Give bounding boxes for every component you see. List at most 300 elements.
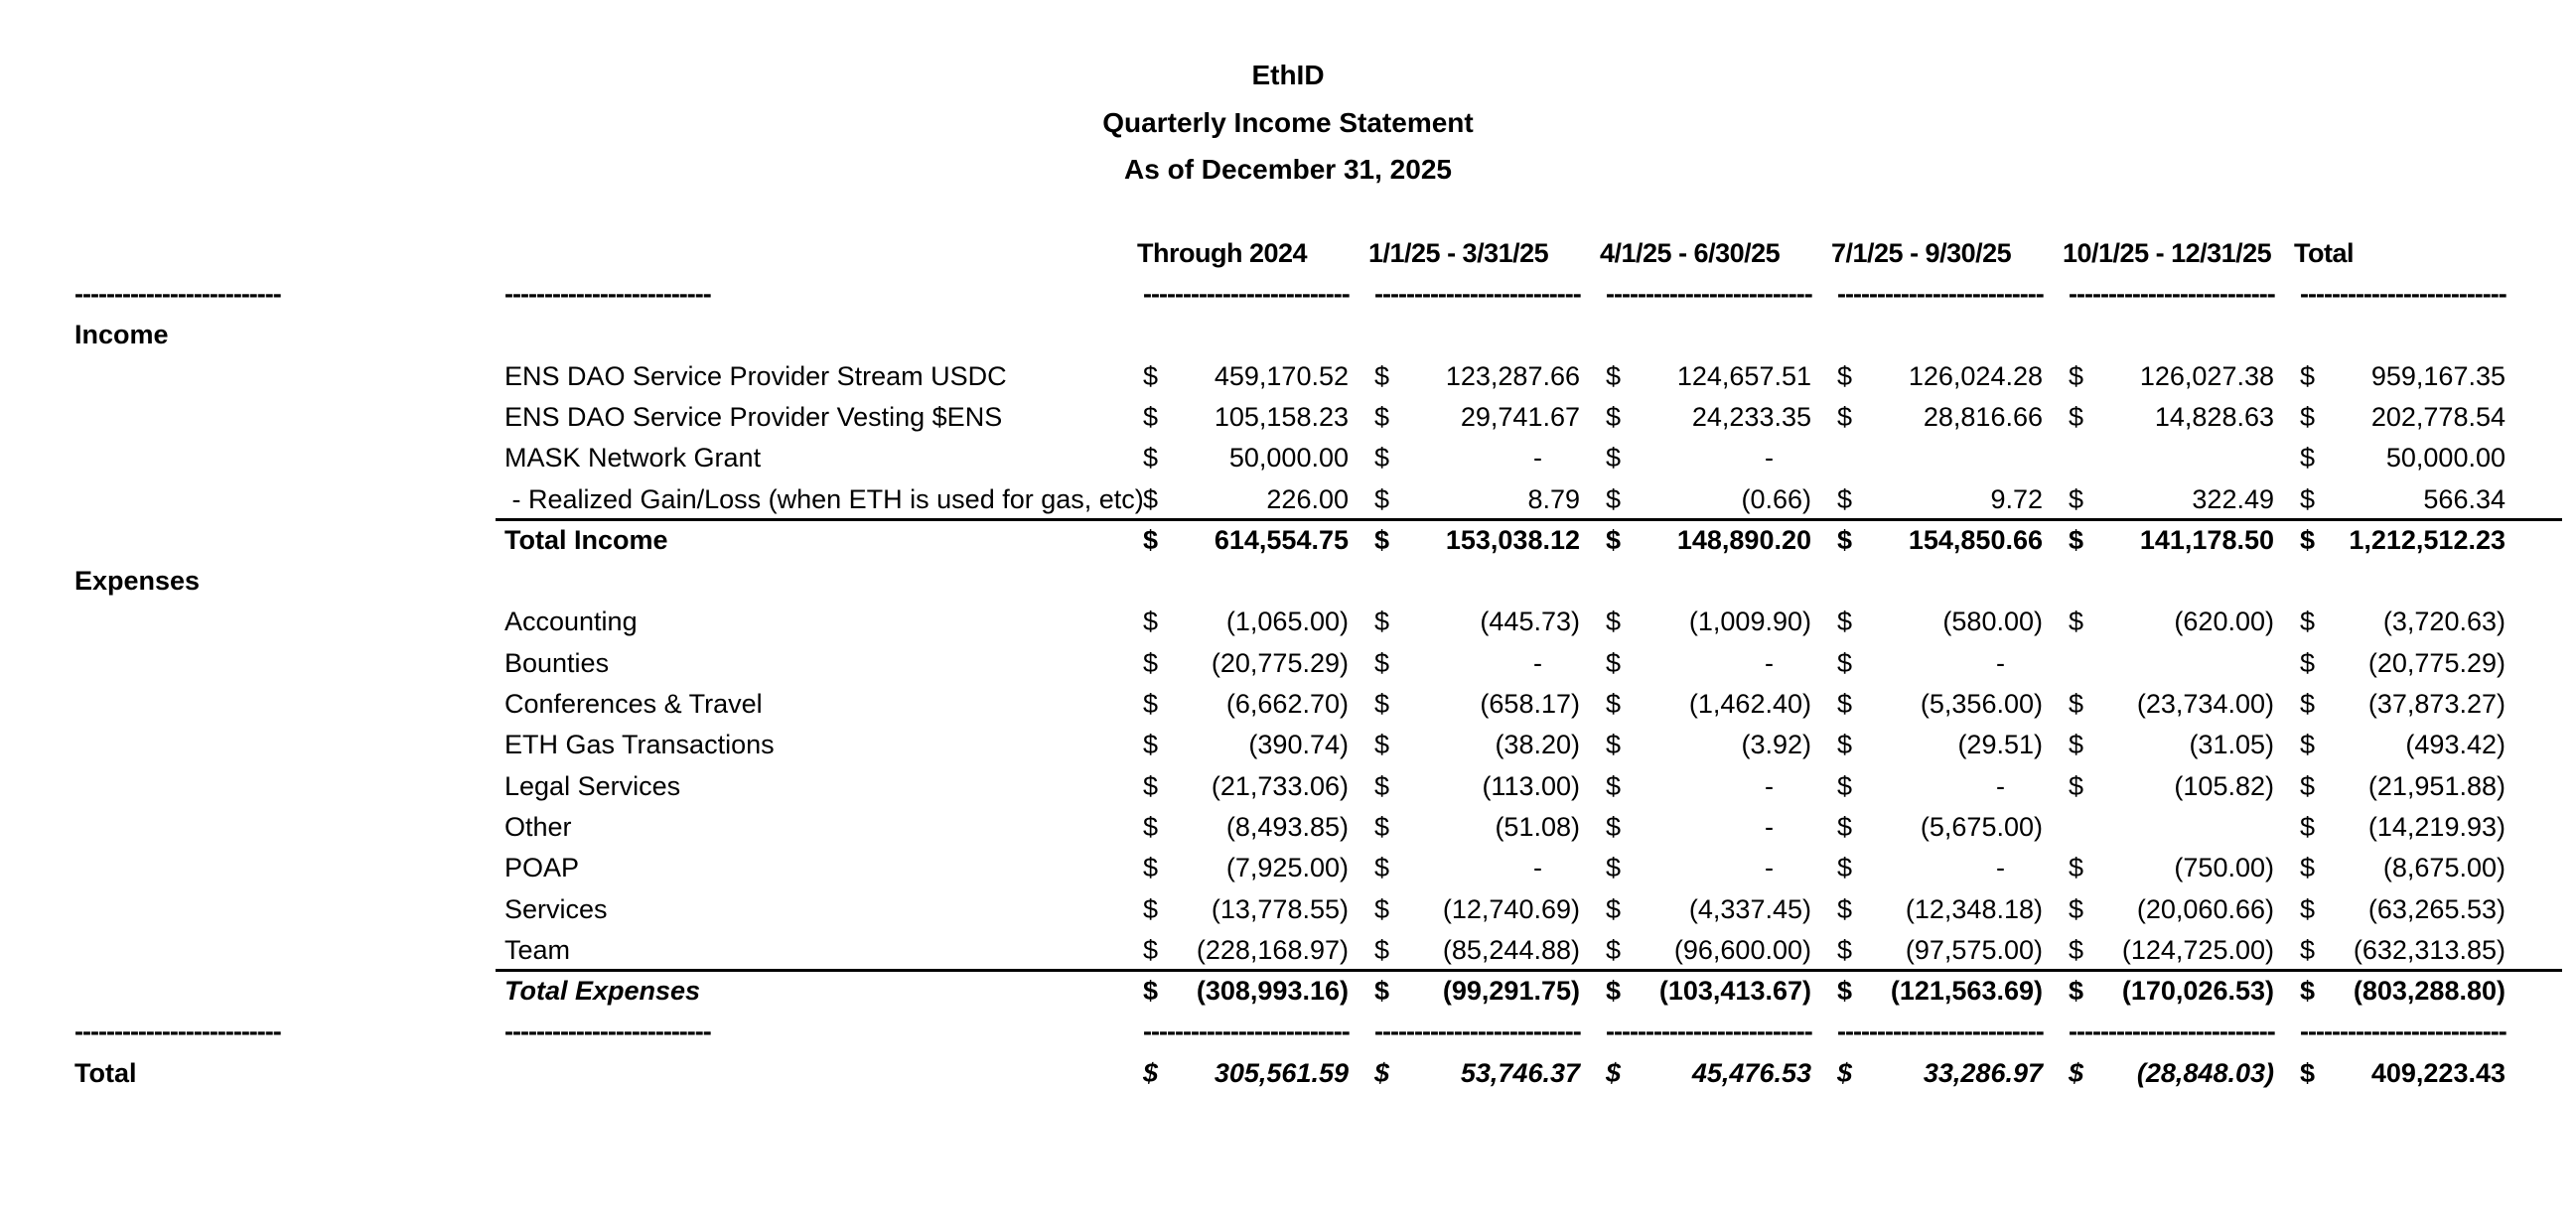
amount-value: (99,291.75) — [1442, 976, 1580, 1007]
dollar-sign: $ — [1143, 1057, 1159, 1088]
amount-value: (103,413.67) — [1658, 976, 1811, 1007]
header-spacer-item — [504, 233, 1137, 274]
section-label: Total — [74, 1057, 137, 1088]
amount-cell — [1137, 643, 1368, 684]
dollar-sign: $ — [2069, 934, 2084, 965]
amount-cell — [1137, 684, 1368, 725]
amount-cell — [1368, 602, 1600, 642]
section-label — [74, 971, 504, 1012]
dollar-sign: $ — [1606, 689, 1622, 720]
table-row-total — [74, 520, 2576, 561]
amount-value: - — [1765, 443, 1774, 474]
dollar-sign: $ — [1606, 1057, 1622, 1088]
dollar-sign: $ — [1606, 811, 1622, 842]
amount-value: 153,038.12 — [1445, 524, 1580, 555]
amount-cell — [1831, 725, 2063, 765]
amount-cell — [1137, 356, 1368, 397]
section-label — [74, 643, 504, 684]
dollar-sign: $ — [1374, 360, 1390, 391]
dollar-sign: $ — [2300, 893, 2316, 924]
dollar-sign: $ — [1143, 893, 1159, 924]
amount-value: 24,233.35 — [1691, 401, 1811, 432]
dollar-sign: $ — [2300, 976, 2316, 1007]
amount-value: 148,890.20 — [1676, 524, 1811, 555]
amount-cell — [2063, 479, 2294, 520]
amount-value: 322.49 — [2192, 483, 2274, 514]
table-row-item — [74, 397, 2576, 438]
dollar-sign: $ — [1374, 647, 1390, 678]
section-label — [74, 438, 504, 478]
dollar-sign: $ — [1606, 443, 1622, 474]
dollar-sign: $ — [1143, 730, 1159, 760]
amount-cell — [2063, 766, 2294, 807]
amount-value: (85,244.88) — [1442, 934, 1580, 965]
column-header-q3-2025: 7/1/25 - 9/30/25 — [1831, 237, 2012, 268]
amount-cell — [2063, 725, 2294, 765]
dollar-sign: $ — [1837, 607, 1853, 637]
amount-cell — [1600, 561, 1831, 602]
amount-cell — [1368, 438, 1600, 478]
amount-value: (493.42) — [2405, 730, 2505, 760]
amount-value: (51.08) — [1495, 811, 1580, 842]
dollar-sign: $ — [1143, 401, 1159, 432]
table-body — [74, 274, 2576, 1094]
amount-value: - — [1533, 443, 1542, 474]
amount-cell — [2294, 684, 2525, 725]
table-row-item — [74, 356, 2576, 397]
amount-cell — [1831, 971, 2063, 1012]
amount-value: 409,223.43 — [2370, 1057, 2505, 1088]
item-label: POAP — [504, 853, 580, 883]
item-label: MASK Network Grant — [504, 443, 762, 474]
dash-separator: -------------------------- — [2300, 279, 2506, 310]
amount-cell — [2063, 561, 2294, 602]
amount-cell — [2063, 684, 2294, 725]
amount-value: (38.20) — [1495, 730, 1580, 760]
amount-cell — [1368, 848, 1600, 888]
dollar-sign: $ — [2069, 976, 2084, 1007]
amount-cell — [1368, 520, 1600, 561]
dollar-sign: $ — [2300, 934, 2316, 965]
amount-cell — [1137, 889, 1368, 930]
amount-value: (13,778.55) — [1211, 893, 1349, 924]
amount-value: (308,993.16) — [1196, 976, 1349, 1007]
dash-separator: -------------------------- — [1374, 279, 1581, 310]
amount-value: 1,212,512.23 — [2349, 524, 2505, 555]
section-label: Expenses — [74, 566, 201, 597]
dollar-sign: $ — [1837, 770, 1853, 801]
amount-cell — [2294, 1053, 2525, 1094]
report-subtitle: Quarterly Income Statement — [1102, 106, 1474, 138]
amount-cell — [1600, 1053, 1831, 1094]
amount-cell — [1368, 684, 1600, 725]
amount-value: (20,775.29) — [1211, 647, 1349, 678]
table-row-item — [74, 848, 2576, 888]
amount-value: 154,850.66 — [1908, 524, 2043, 555]
item-label: - Realized Gain/Loss (when ETH is used for gas, etc) — [504, 483, 1144, 514]
amount-cell — [1368, 766, 1600, 807]
dash-separator: -------------------------- — [1606, 279, 1812, 310]
amount-cell — [2063, 971, 2294, 1012]
dash-separator: -------------------------- — [2069, 279, 2275, 310]
dollar-sign: $ — [1837, 976, 1853, 1007]
dollar-sign: $ — [1606, 853, 1622, 883]
amount-value: 33,286.97 — [1923, 1057, 2043, 1088]
report-title-block — [0, 52, 2576, 194]
amount-cell — [1137, 561, 1368, 602]
dollar-sign: $ — [1837, 811, 1853, 842]
amount-value: 53,746.37 — [1460, 1057, 1580, 1088]
dollar-sign: $ — [1374, 770, 1390, 801]
amount-value: - — [1996, 770, 2005, 801]
amount-cell — [1600, 356, 1831, 397]
amount-cell — [1368, 561, 1600, 602]
dollar-sign: $ — [2069, 770, 2084, 801]
amount-value: 50,000.00 — [2385, 443, 2505, 474]
dollar-sign: $ — [1374, 443, 1390, 474]
dollar-sign: $ — [1837, 730, 1853, 760]
item-label: Conferences & Travel — [504, 689, 763, 720]
amount-cell — [1368, 725, 1600, 765]
amount-value: (620.00) — [2174, 607, 2274, 637]
dollar-sign: $ — [1143, 647, 1159, 678]
amount-cell — [1831, 643, 2063, 684]
amount-cell — [1137, 725, 1368, 765]
table-row-grand — [74, 1053, 2576, 1094]
amount-cell — [2294, 848, 2525, 888]
amount-value: (658.17) — [1480, 689, 1580, 720]
amount-value: (1,065.00) — [1225, 607, 1349, 637]
amount-cell — [2063, 848, 2294, 888]
amount-value: 305,561.59 — [1214, 1057, 1349, 1088]
amount-value: - — [1765, 811, 1774, 842]
dash-separator: -------------------------- — [1837, 1016, 2044, 1047]
amount-cell — [1137, 807, 1368, 848]
amount-cell — [1600, 725, 1831, 765]
amount-cell — [1831, 356, 2063, 397]
dollar-sign: $ — [2300, 853, 2316, 883]
dollar-sign: $ — [1606, 770, 1622, 801]
amount-cell — [2063, 397, 2294, 438]
amount-value: (105.82) — [2174, 770, 2274, 801]
dollar-sign: $ — [2069, 1057, 2084, 1088]
dollar-sign: $ — [1374, 483, 1390, 514]
amount-cell — [2063, 930, 2294, 971]
amount-cell — [1831, 479, 2063, 520]
dollar-sign: $ — [1606, 934, 1622, 965]
item-label: ENS DAO Service Provider Stream USDC — [504, 360, 1007, 391]
amount-value: (8,493.85) — [1225, 811, 1349, 842]
amount-value: (170,026.53) — [2121, 976, 2274, 1007]
item-label: Total Expenses — [504, 976, 701, 1007]
table-row-item — [74, 766, 2576, 807]
amount-cell — [2063, 1053, 2294, 1094]
amount-cell — [2063, 602, 2294, 642]
dollar-sign: $ — [1606, 730, 1622, 760]
amount-value: - — [1765, 770, 1774, 801]
section-label — [74, 889, 504, 930]
amount-value: (121,563.69) — [1890, 976, 2043, 1007]
dollar-sign: $ — [1606, 893, 1622, 924]
amount-cell — [1137, 438, 1368, 478]
dollar-sign: $ — [1374, 1057, 1390, 1088]
dollar-sign: $ — [2300, 524, 2316, 555]
amount-value: - — [1533, 647, 1542, 678]
dash-separator: -------------------------- — [1143, 279, 1350, 310]
amount-cell — [1600, 438, 1831, 478]
amount-value: 9.72 — [1990, 483, 2043, 514]
amount-cell — [1137, 315, 1368, 355]
amount-cell — [1137, 848, 1368, 888]
amount-cell — [1368, 315, 1600, 355]
dash-separator: -------------------------- — [2300, 1016, 2506, 1047]
section-label — [74, 520, 504, 561]
amount-cell — [1831, 315, 2063, 355]
amount-value: (390.74) — [1248, 730, 1349, 760]
amount-value: 566.34 — [2423, 483, 2505, 514]
amount-cell — [1600, 602, 1831, 642]
dollar-sign: $ — [1837, 934, 1853, 965]
amount-cell — [1831, 561, 2063, 602]
dollar-sign: $ — [1374, 524, 1390, 555]
amount-value: (7,925.00) — [1225, 853, 1349, 883]
dollar-sign: $ — [1374, 607, 1390, 637]
dollar-sign: $ — [1143, 853, 1159, 883]
dash-separator: -------------------------- — [74, 279, 281, 310]
amount-cell — [2063, 520, 2294, 561]
amount-cell — [2063, 643, 2294, 684]
dollar-sign: $ — [1143, 976, 1159, 1007]
amount-value: 126,024.28 — [1908, 360, 2043, 391]
section-label — [74, 356, 504, 397]
dollar-sign: $ — [1606, 647, 1622, 678]
amount-value: 28,816.66 — [1923, 401, 2043, 432]
dollar-sign: $ — [2300, 360, 2316, 391]
amount-cell — [2294, 315, 2525, 355]
dollar-sign: $ — [1606, 360, 1622, 391]
amount-value: (632,313.85) — [2353, 934, 2505, 965]
amount-cell — [1137, 602, 1368, 642]
dollar-sign: $ — [2300, 443, 2316, 474]
dollar-sign: $ — [2300, 770, 2316, 801]
item-label — [504, 561, 1137, 602]
dollar-sign: $ — [2300, 647, 2316, 678]
dollar-sign: $ — [2069, 607, 2084, 637]
amount-cell — [1600, 848, 1831, 888]
table-header-row — [74, 233, 2576, 274]
dollar-sign: $ — [2300, 607, 2316, 637]
amount-cell — [2294, 561, 2525, 602]
amount-cell — [1831, 766, 2063, 807]
item-label: Legal Services — [504, 770, 681, 801]
amount-cell — [2294, 725, 2525, 765]
section-label — [74, 725, 504, 765]
section-label — [74, 848, 504, 888]
table-row-item — [74, 438, 2576, 478]
item-label: ETH Gas Transactions — [504, 730, 775, 760]
item-label: Services — [504, 893, 608, 924]
dollar-sign: $ — [1143, 360, 1159, 391]
item-label: ENS DAO Service Provider Vesting $ENS — [504, 401, 1003, 432]
table-row-item — [74, 930, 2576, 971]
amount-cell — [1831, 848, 2063, 888]
amount-value: (0.66) — [1741, 483, 1811, 514]
amount-cell — [2294, 356, 2525, 397]
amount-cell — [2063, 315, 2294, 355]
dollar-sign: $ — [1837, 401, 1853, 432]
amount-value: (4,337.45) — [1688, 893, 1811, 924]
section-label: Income — [74, 320, 169, 350]
amount-value: - — [1533, 853, 1542, 883]
amount-value: (113.00) — [1482, 770, 1580, 801]
column-header-q1-2025: 1/1/25 - 3/31/25 — [1368, 237, 1549, 268]
dollar-sign: $ — [1837, 689, 1853, 720]
amount-cell — [1137, 1053, 1368, 1094]
dash-separator: -------------------------- — [1374, 1016, 1581, 1047]
amount-cell — [1368, 479, 1600, 520]
dash-separator: -------------------------- — [504, 279, 711, 310]
amount-value: 29,741.67 — [1460, 401, 1580, 432]
amount-value: (5,356.00) — [1920, 689, 2043, 720]
amount-value: 8.79 — [1527, 483, 1580, 514]
table-row-dash — [74, 1012, 2576, 1052]
amount-value: (1,009.90) — [1688, 607, 1811, 637]
amount-value: (97,575.00) — [1905, 934, 2043, 965]
amount-cell — [1600, 479, 1831, 520]
amount-value: (21,951.88) — [2367, 770, 2505, 801]
amount-cell — [1600, 889, 1831, 930]
dollar-sign: $ — [1143, 811, 1159, 842]
amount-cell — [1600, 397, 1831, 438]
dollar-sign: $ — [2300, 689, 2316, 720]
amount-cell — [1368, 971, 1600, 1012]
amount-cell — [1600, 643, 1831, 684]
amount-cell — [2063, 807, 2294, 848]
amount-cell — [1831, 520, 2063, 561]
dollar-sign: $ — [1837, 483, 1853, 514]
dollar-sign: $ — [2069, 893, 2084, 924]
amount-cell — [2294, 971, 2525, 1012]
table-row-section — [74, 561, 2576, 602]
amount-value: 226.00 — [1266, 483, 1349, 514]
amount-value: (14,219.93) — [2367, 811, 2505, 842]
column-header-q4-2025: 10/1/25 - 12/31/25 — [2063, 237, 2272, 268]
dollar-sign: $ — [1374, 689, 1390, 720]
column-header-q2-2025: 4/1/25 - 6/30/25 — [1600, 237, 1781, 268]
dollar-sign: $ — [1606, 483, 1622, 514]
amount-value: (445.73) — [1480, 607, 1580, 637]
income-statement-table — [74, 233, 2576, 1094]
amount-cell — [2063, 889, 2294, 930]
amount-cell — [1600, 766, 1831, 807]
section-label — [74, 479, 504, 520]
dollar-sign: $ — [1606, 976, 1622, 1007]
table-row-item — [74, 807, 2576, 848]
dollar-sign: $ — [2069, 524, 2084, 555]
amount-cell — [1368, 889, 1600, 930]
item-label: Accounting — [504, 607, 638, 637]
dollar-sign: $ — [2300, 401, 2316, 432]
amount-cell — [1831, 889, 2063, 930]
dash-separator: -------------------------- — [1143, 1016, 1350, 1047]
amount-cell — [2294, 930, 2525, 971]
table-row-item — [74, 602, 2576, 642]
amount-cell — [1831, 397, 2063, 438]
dollar-sign: $ — [1606, 607, 1622, 637]
amount-value: 123,287.66 — [1445, 360, 1580, 391]
header-spacer-left — [74, 233, 504, 274]
amount-value: (37,873.27) — [2367, 689, 2505, 720]
amount-value: - — [1765, 647, 1774, 678]
column-header-total: Total — [2294, 237, 2354, 268]
amount-value: (63,265.53) — [2367, 893, 2505, 924]
dollar-sign: $ — [1143, 483, 1159, 514]
amount-cell — [1600, 315, 1831, 355]
amount-value: 614,554.75 — [1214, 524, 1349, 555]
amount-cell — [1600, 684, 1831, 725]
dash-separator: -------------------------- — [1606, 1016, 1812, 1047]
amount-cell — [1831, 807, 2063, 848]
dollar-sign: $ — [1143, 770, 1159, 801]
amount-value: (1,462.40) — [1688, 689, 1811, 720]
amount-value: 45,476.53 — [1691, 1057, 1811, 1088]
amount-value: (12,348.18) — [1905, 893, 2043, 924]
item-label: Total Income — [504, 524, 668, 555]
amount-cell — [1137, 397, 1368, 438]
amount-value: (20,060.66) — [2136, 893, 2274, 924]
section-label — [74, 930, 504, 971]
item-label — [504, 1053, 1137, 1094]
amount-cell — [2063, 438, 2294, 478]
amount-cell — [2063, 356, 2294, 397]
amount-value: (5,675.00) — [1920, 811, 2043, 842]
table-row-item — [74, 643, 2576, 684]
amount-value: 105,158.23 — [1214, 401, 1349, 432]
item-label: Bounties — [504, 647, 610, 678]
section-label — [74, 807, 504, 848]
item-label: Team — [504, 934, 571, 965]
report-date-line: As of December 31, 2025 — [1124, 154, 1452, 186]
amount-value: (23,734.00) — [2136, 689, 2274, 720]
dollar-sign: $ — [1374, 853, 1390, 883]
amount-cell — [1137, 930, 1368, 971]
amount-value: (228,168.97) — [1196, 934, 1349, 965]
amount-value: 124,657.51 — [1676, 360, 1811, 391]
amount-value: (20,775.29) — [2367, 647, 2505, 678]
dollar-sign: $ — [1837, 853, 1853, 883]
amount-cell — [1368, 807, 1600, 848]
amount-value: 50,000.00 — [1228, 443, 1349, 474]
amount-value: (96,600.00) — [1673, 934, 1811, 965]
amount-value: 959,167.35 — [2370, 360, 2505, 391]
dollar-sign: $ — [1374, 976, 1390, 1007]
table-row-section — [74, 315, 2576, 355]
dash-separator: -------------------------- — [74, 1016, 281, 1047]
amount-value: (124,725.00) — [2121, 934, 2274, 965]
amount-cell — [1600, 971, 1831, 1012]
amount-cell — [1831, 930, 2063, 971]
section-label — [74, 602, 504, 642]
dollar-sign: $ — [1837, 647, 1853, 678]
amount-cell — [2294, 479, 2525, 520]
report-company-title: EthID — [1251, 60, 1325, 90]
amount-value: - — [1765, 853, 1774, 883]
dollar-sign: $ — [1143, 934, 1159, 965]
item-label: Other — [504, 811, 572, 842]
amount-cell — [2294, 602, 2525, 642]
amount-cell — [1600, 930, 1831, 971]
amount-cell — [1137, 766, 1368, 807]
